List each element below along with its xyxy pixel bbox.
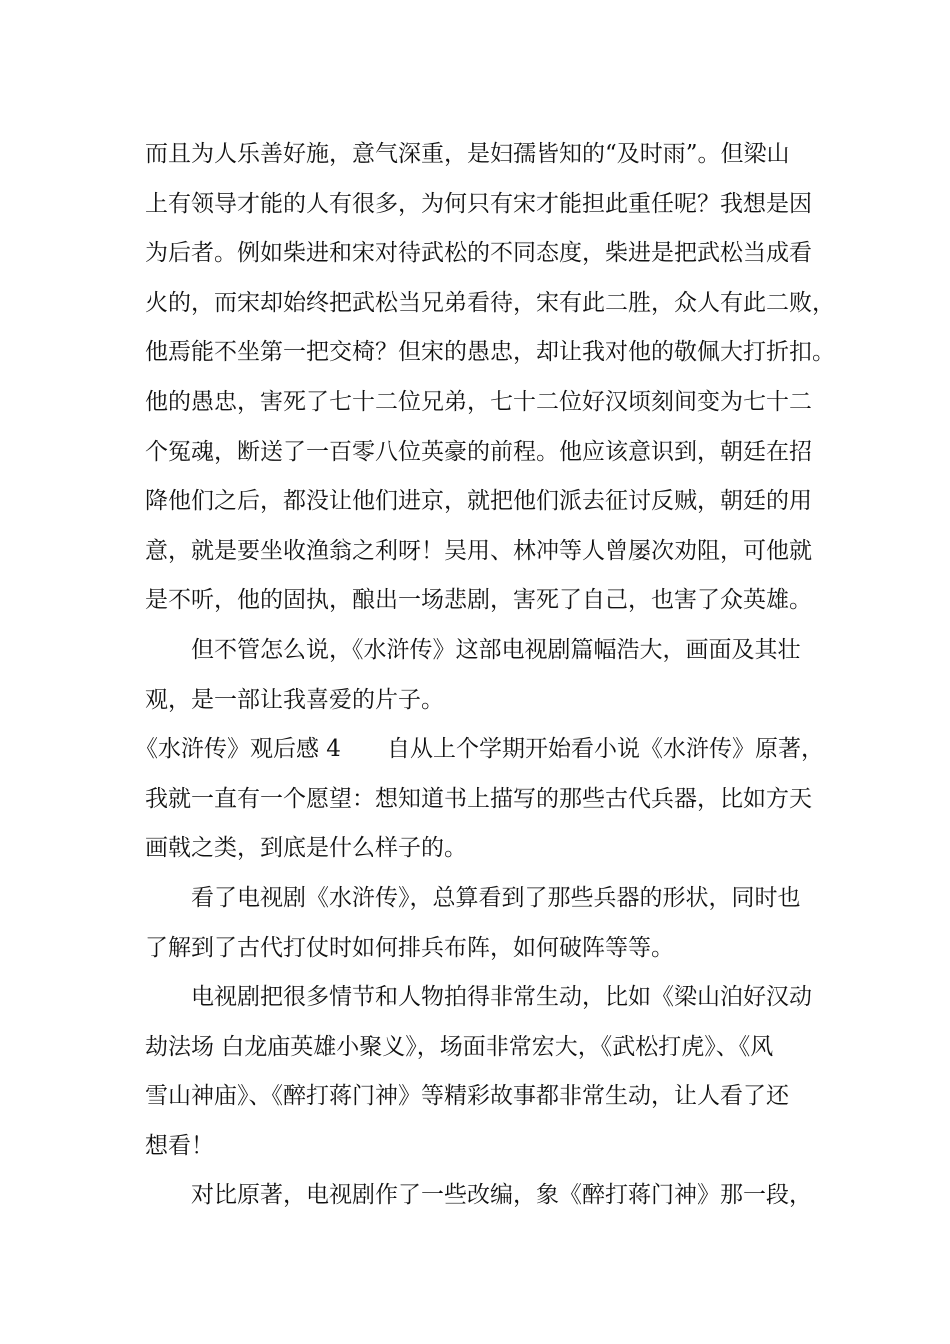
text-line: 了解到了古代打仗时如何排兵布阵，如何破阵等等。 [145, 934, 674, 961]
text-line: 他焉能不坐第一把交椅？但宋的愚忠，却让我对他的敬佩大打折扣。 [145, 339, 835, 366]
text-line: 雪山神庙》、《醉打蒋门神》等精彩故事都非常生动，让人看了还 [145, 1083, 789, 1110]
text-line: 火的，而宋却始终把武松当兄弟看待，宋有此二胜，众人有此二败， [145, 289, 835, 316]
paragraph-start-line: 电视剧把很多情节和人物拍得非常生动，比如《梁山泊好汉动 [191, 984, 812, 1011]
text-line: 意，就是要坐收渔翁之利呀！吴用、林冲等人曾屡次劝阻，可他就 [145, 537, 812, 564]
text-line: 上有领导才能的人有很多，为何只有宋才能担此重任呢？我想是因 [145, 190, 812, 217]
paragraph-start-line: 但不管怎么说，《水浒传》这部电视剧篇幅浩大，画面及其壮 [191, 636, 801, 663]
text-line: 个冤魂，断送了一百零八位英豪的前程。他应该意识到，朝廷在招 [145, 438, 812, 465]
text-line: 我就一直有一个愿望：想知道书上描写的那些古代兵器，比如方天 [145, 785, 812, 812]
text-line: 他的愚忠，害死了七十二位兄弟，七十二位好汉顷刻间变为七十二 [145, 388, 812, 415]
paragraph-start-line: 对比原著，电视剧作了一些改编，象《醉打蒋门神》那一段， [191, 1182, 812, 1209]
text-line: 而且为人乐善好施，意气深重，是妇孺皆知的“及时雨”。但梁山 [145, 141, 790, 167]
text-line: 画戟之类，到底是什么样子的。 [145, 835, 467, 862]
text-line: 劫法场 白龙庙英雄小聚义》，场面非常宏大，《武松打虎》、《风 [145, 1033, 774, 1060]
section-heading-line: 《水浒传》观后感 4 自从上个学期开始看小说《水浒传》原著， [135, 736, 824, 763]
text-line: 是不听，他的固执，酿出一场悲剧，害死了自己，也害了众英雄。 [145, 587, 812, 614]
document-body [135, 130, 835, 1221]
text-line: 观，是一部让我喜爱的片子。 [145, 686, 444, 713]
text-line: 为后者。例如柴进和宋对待武松的不同态度，柴进是把武松当成看 [145, 240, 812, 267]
text-line: 降他们之后，都没让他们进京，就把他们派去征讨反贼，朝廷的用 [145, 488, 812, 515]
text-line: 想看！ [145, 1132, 214, 1159]
paragraph-start-line: 看了电视剧《水浒传》，总算看到了那些兵器的形状，同时也 [191, 884, 801, 911]
